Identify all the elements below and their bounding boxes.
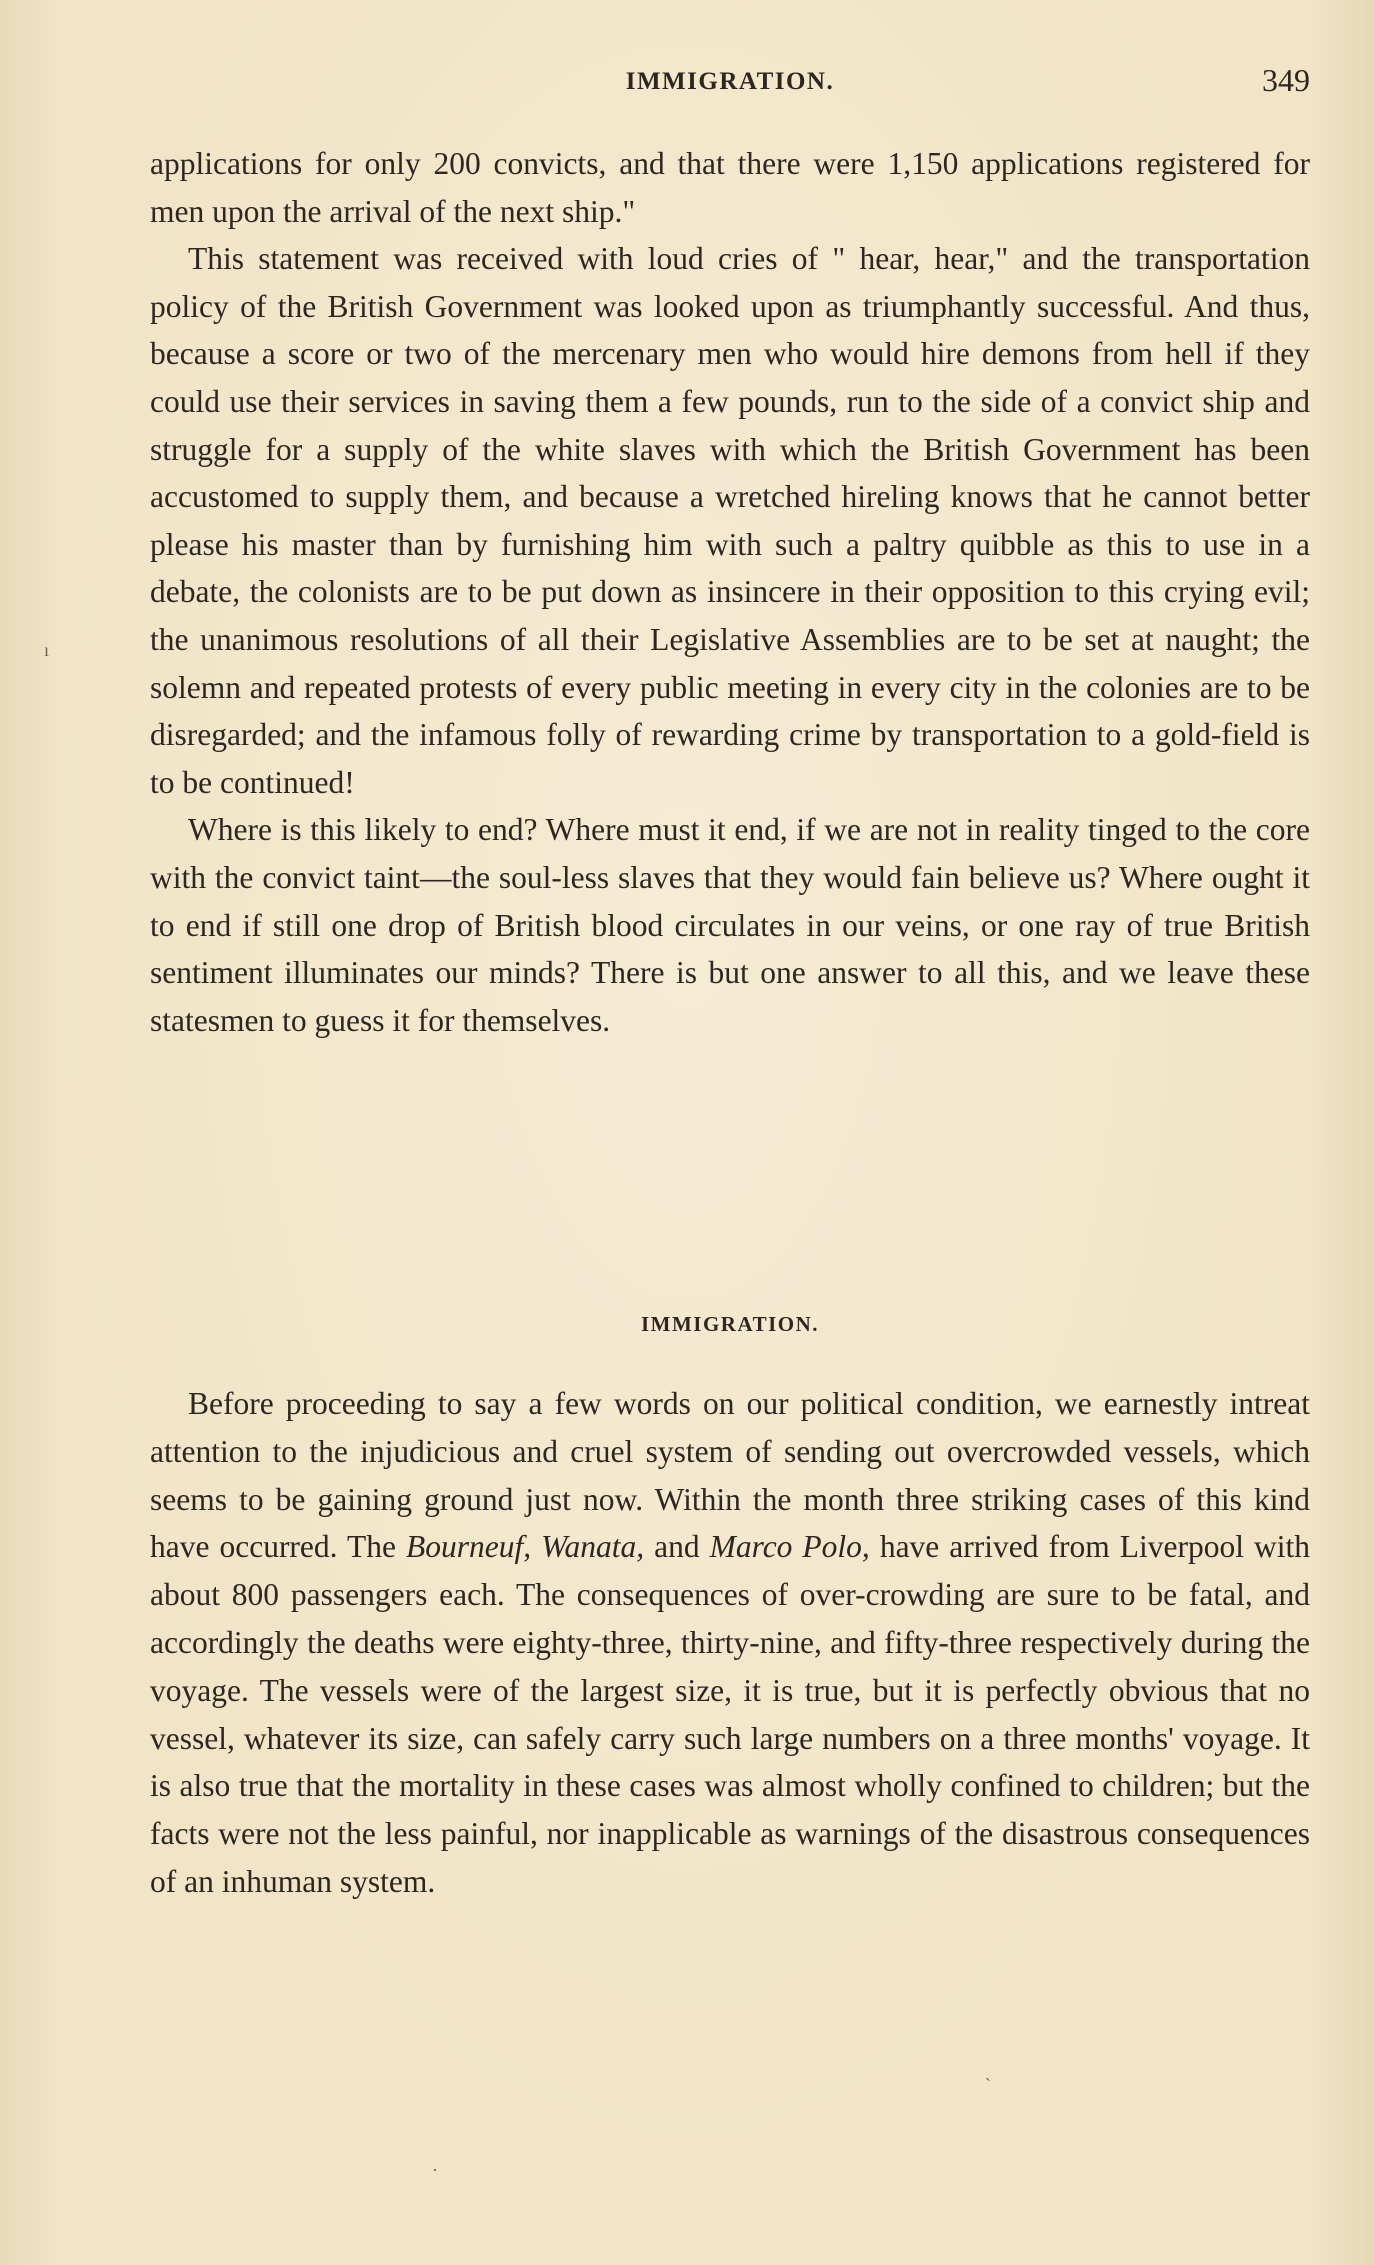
paragraph-where-is-this-likely: Where is this likely to end? Where must it end, if we are not in reality tinged to the core with the convict taint—the soul-less slaves that they would fain believe us? Where ought it to end if still one drop of British blood circulates in our veins, or one ray of true British sentiment illuminates our minds? There is but one answer to all this, and we leave these statesmen to guess it for themselves. xyxy=(150,812,1310,1038)
body-text xyxy=(150,140,1310,1044)
paper-speck: ˋ xyxy=(985,2075,991,2095)
running-head xyxy=(150,62,1310,102)
page-number: 349 xyxy=(1262,62,1310,98)
paragraph-continuation: applications for only 200 convicts, and that there were 1,150 applications registered for men upon the arrival of the next ship." xyxy=(150,146,1310,229)
paragraph-text-start: Before proceeding to say a few words on our political condition, we earnestly intreat attention to the injudicious and cruel system of sending out overcrowded vessels, which seems to be gaining ground just now. Within the month three striking cases of this kind have occurred. The xyxy=(150,1386,1310,1565)
section-body-text xyxy=(150,1380,1310,1906)
ship-name-bourneuf: Bourneuf, xyxy=(405,1529,532,1565)
paragraph-overcrowded-vessels xyxy=(150,1380,1310,1906)
margin-speck: ı xyxy=(44,640,50,660)
ship-name-marco-polo: Marco Polo, xyxy=(709,1529,870,1565)
section-heading: IMMIGRATION. xyxy=(640,1312,820,1336)
paragraph-transportation-policy: This statement was received with loud cries of " hear, hear," and the transportation policy of the British Government was looked upon as triumphantly successful. And thus, because a score or two of the mercenary men who would hire demons from hell if they could use their services in saving them a few pounds, run to the side of a convict ship and struggle for a supply of the white slaves with which the British Government has been accustomed to supply them, and because a wretched hireling knows that he cannot better please his master than by furnishing him with such a paltry quibble as this to use in a debate, the colonists are to be put down as insincere in their opposition to this crying evil; the unanimous resolutions of all their Legislative Assemblies are to be set at naught; the solemn and repeated protests of every public meeting in every city in the colonies are to be disregarded; and the infamous folly of rewarding crime by transportation to a gold-field is to be continued! xyxy=(150,241,1310,800)
ship-name-wanata: Wanata, xyxy=(541,1529,645,1565)
paragraph-text-end: have arrived from Liverpool with about 800 passengers each. The consequences of over-crowding are sure to be fatal, and accordingly the deaths were eighty-three, thirty-nine, and fifty-three respectively during the voyage. The vessels were of the largest size, it is true, but it is perfectly obvious that no vessel, whatever its size, can safely carry such large numbers on a three months' voyage. It is also true that the mortality in these cases was almost wholly confined to children; but the facts were not the less painful, nor inapplicable as warnings of the disastrous consequences of an inhuman system. xyxy=(150,1529,1311,1899)
conjunction-and: and xyxy=(644,1529,710,1565)
paper-speck-2: · xyxy=(432,2160,438,2180)
running-title: IMMIGRATION. xyxy=(625,68,835,95)
